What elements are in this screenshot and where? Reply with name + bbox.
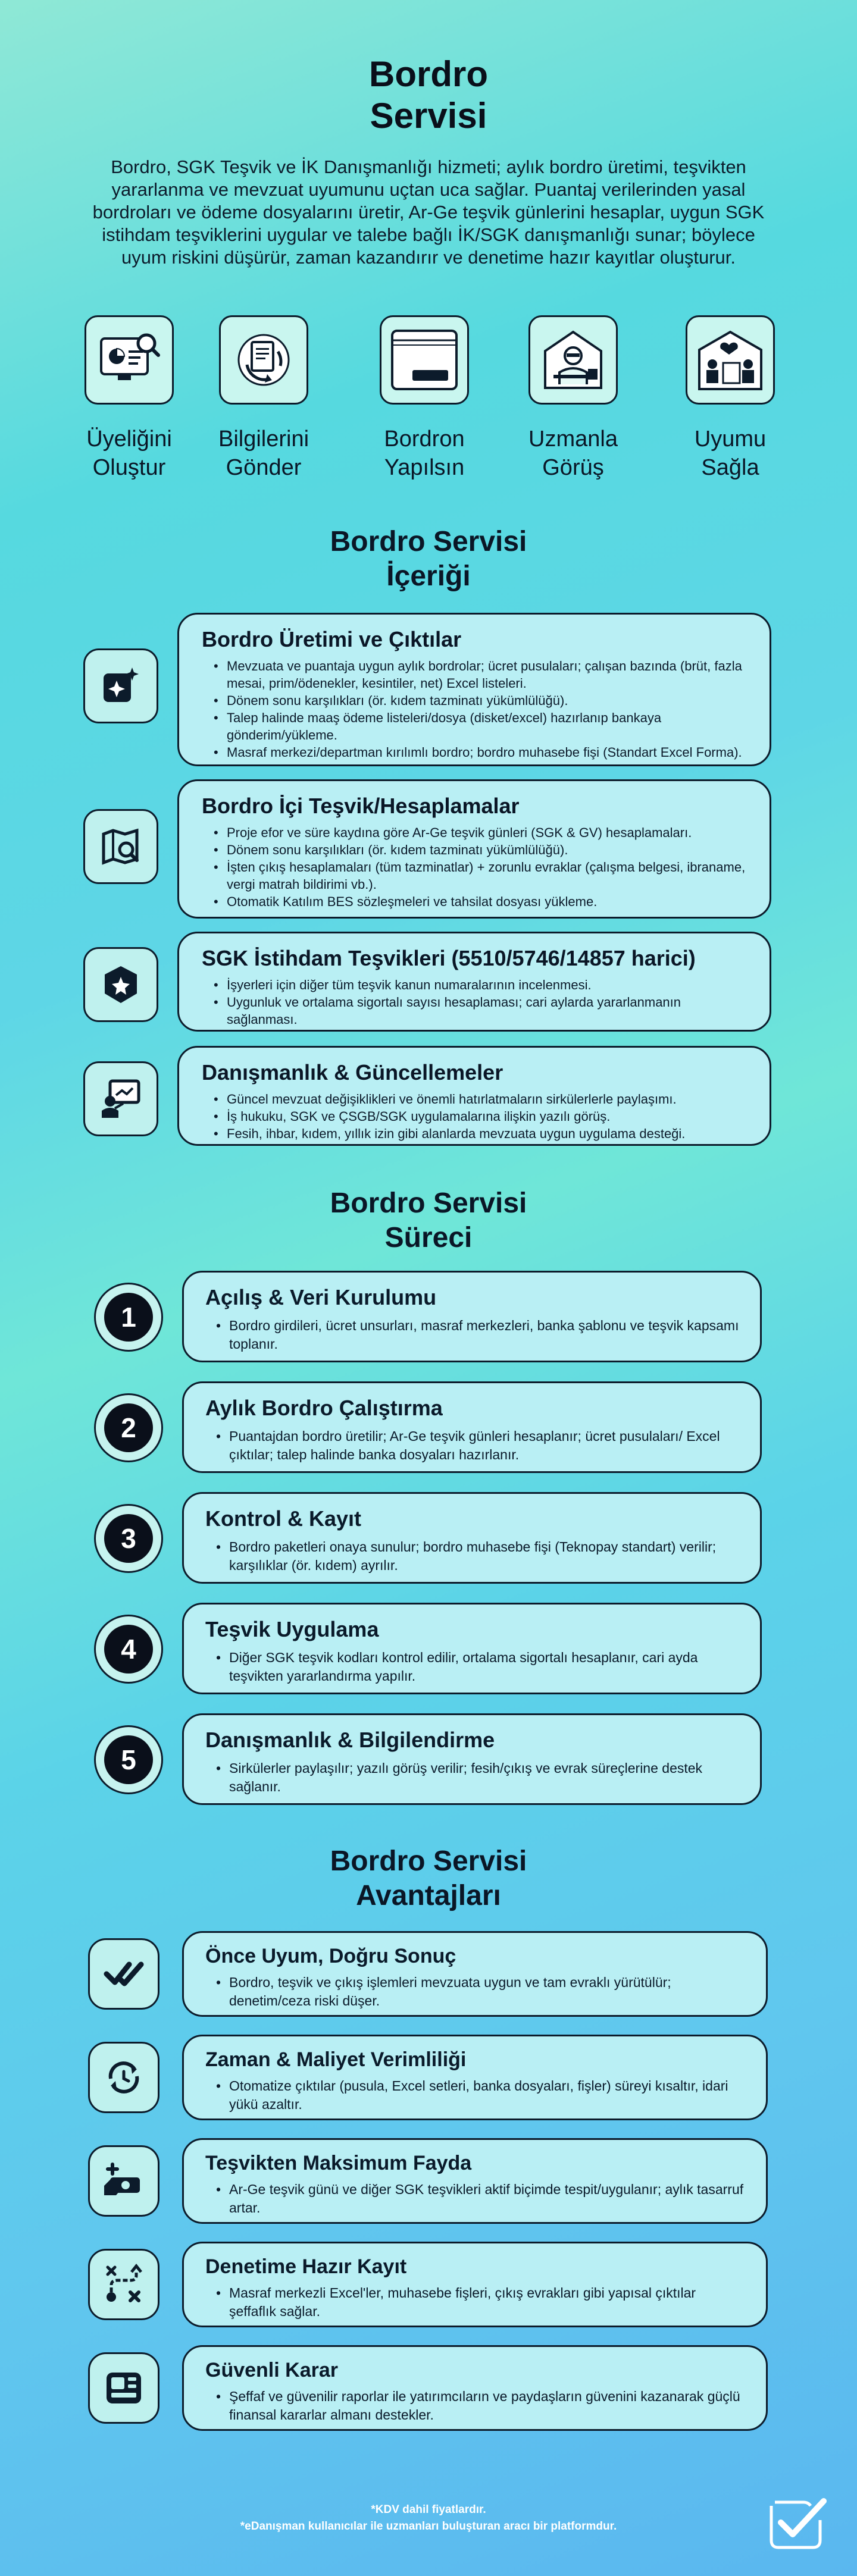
check-logo-icon[interactable] xyxy=(763,2493,828,2552)
list-item: • Bordro paketleri onaya sunulur; bordro muhasebe fişi (Teknopay standart) verilir; karşılıklar (ör. kıdem) ayrılır. xyxy=(216,1538,740,1575)
process-card xyxy=(182,1381,762,1473)
card-title: Bordro Üretimi ve Çıktılar xyxy=(202,627,462,651)
list-item: • Dönem sonu karşılıkları (ör. kıdem tazminatı yükümlülüğü). xyxy=(214,692,749,709)
presenter-icon xyxy=(83,1061,158,1136)
list-item: • İş hukuku, SGK ve ÇSGB/SGK uygulamalarına ilişkin yazılı görüş. xyxy=(214,1108,749,1125)
list-item: • İşyerleri için diğer tüm teşvik kanun numaralarının incelenmesi. xyxy=(214,976,749,994)
card-title: Açılış & Veri Kurulumu xyxy=(205,1285,437,1309)
card-title: Zaman & Maliyet Verimliliği xyxy=(205,2048,467,2071)
step-label: Uzmanla Görüş xyxy=(528,427,618,480)
card-title: Danışmanlık & Güncellemeler xyxy=(202,1060,503,1085)
list-item: • Masraf merkezli Excel'ler, muhasebe fişleri, çıkış evrakları gibi yapısal çıktılar şeffaflık sağlar. xyxy=(216,2284,746,2321)
footer-notes xyxy=(0,2502,857,2535)
page-title-line1: Bordro xyxy=(369,54,488,94)
benefits-section-title: Bordro Servisi Avantajları xyxy=(330,1845,527,1911)
step-number-3: 3 xyxy=(94,1504,163,1573)
list-item: • İşten çıkış hesaplamaları (tüm tazminatlar) + zorunlu evraklar (çalışma belgesi, ibraname, vergi matrah bildirimi vb.). xyxy=(214,858,749,893)
shield-star-icon xyxy=(83,947,158,1022)
list-item: • Sirkülerler paylaşılır; yazılı görüş verilir; fesih/çıkış ve evrak süreçlerine destek sağlanır. xyxy=(216,1759,740,1796)
list-item: • Ar-Ge teşvik günü ve diğer SGK teşvikleri aktif biçimde tespit/uygulanır; aylık tasarruf artar. xyxy=(216,2180,746,2217)
card-title: Denetime Hazır Kayıt xyxy=(205,2255,407,2278)
map-search-icon xyxy=(83,809,158,884)
process-section-title: Bordro Servisi Süreci xyxy=(330,1187,527,1253)
step-label: Bordron Yapılsın xyxy=(384,427,465,480)
list-item: • Dönem sonu karşılıkları (ör. kıdem tazminatı yükümlülüğü). xyxy=(214,841,749,858)
card-title: Kontrol & Kayıt xyxy=(205,1506,362,1531)
report-dashboard-icon xyxy=(88,2352,159,2424)
hero-description: Bordro, SGK Teşvik ve İK Danışmanlığı hizmeti; aylık bordro üretimi, teşvikten yararlanma ve mevzuat uyumunu uçtan uca sağlar. Puantaj verilerinden yasal bordroları ve ödeme dosyalarını üretir, Ar-Ge teşvik günlerini hesaplar, uygun SGK istihdam teşviklerini uygular ve talebe bağlı İK/SGK danışmanlığı sunar; böylece uyum riskini düşürür, zaman kazandırır ve denetime hazır kayıtlar oluşturur. xyxy=(92,156,765,268)
footer-note: *KDV dahil fiyatlardır. xyxy=(371,2503,486,2516)
dashboard-icon xyxy=(85,315,174,405)
steps-row xyxy=(0,315,857,506)
list-item: • Bordro, teşvik ve çıkış işlemleri mevzuata uygun ve tam evraklı yürütülür; denetim/ceza riski düşer. xyxy=(216,1973,746,2010)
step-item-2[interactable] xyxy=(201,315,326,482)
page-title-line2: Servisi xyxy=(370,96,487,136)
benefit-card xyxy=(182,2138,768,2224)
card-title: Teşvik Uygulama xyxy=(205,1617,379,1641)
step-number-1: 1 xyxy=(94,1283,163,1352)
refresh-clock-icon xyxy=(88,2042,159,2113)
list-item: • Talep halinde maaş ödeme listeleri/dosya (disket/excel) hazırlanıp bankaya gönderim/yükleme. xyxy=(214,709,749,744)
benefit-card xyxy=(182,1931,768,2017)
step-item-1[interactable] xyxy=(67,315,192,482)
content-card xyxy=(177,1046,771,1146)
list-item: • Şeffaf ve güvenilir raporlar ile yatırımcıların ve paydaşların güvenini kazanarak güçlü finansal kararlar almanı destekler. xyxy=(216,2387,746,2424)
step-number-5: 5 xyxy=(94,1725,163,1794)
card-title: Güvenli Karar xyxy=(205,2359,338,2381)
step-number-4: 4 xyxy=(94,1615,163,1684)
step-item-4[interactable] xyxy=(511,315,636,482)
content-card xyxy=(177,932,771,1032)
content-section-title: Bordro Servisi İçeriği xyxy=(330,526,527,592)
step-item-3[interactable] xyxy=(362,315,487,482)
benefit-card xyxy=(182,2345,768,2431)
double-check-icon xyxy=(88,1938,159,2010)
list-item: • Proje efor ve süre kaydına göre Ar-Ge teşvik günleri (SGK & GV) hesaplamaları. xyxy=(214,824,749,841)
step-item-5[interactable] xyxy=(668,315,793,482)
list-item: • Mevzuata ve puantaja uygun aylık bordrolar; ücret pusulaları; çalışan bazında (brüt, fazla mesai, prim/ödenekler, kesintiler, net) Excel listeleri. xyxy=(214,657,749,692)
process-card xyxy=(182,1603,762,1694)
card-title: SGK İstihdam Teşvikleri (5510/5746/14857 harici) xyxy=(202,946,696,970)
step-number-2: 2 xyxy=(94,1393,163,1462)
card-title: Aylık Bordro Çalıştırma xyxy=(205,1396,443,1420)
step-label: Bilgilerini Gönder xyxy=(218,427,309,480)
document-sync-icon xyxy=(219,315,308,405)
process-card xyxy=(182,1271,762,1362)
list-item: • Puantajdan bordro üretilir; Ar-Ge teşvik günleri hesaplanır; ücret pusulaları/ Excel çıktılar; talep halinde banka dosyaları hazırlanır. xyxy=(216,1427,740,1464)
footer-note: *eDanışman kullanıcılar ile uzmanları buluşturan aracı bir platformdur. xyxy=(240,2520,617,2533)
content-card xyxy=(177,613,771,766)
list-item: • Bordro girdileri, ücret unsurları, masraf merkezleri, banka şablonu ve teşvik kapsamı toplanır. xyxy=(216,1317,740,1353)
content-card xyxy=(177,779,771,919)
process-card xyxy=(182,1713,762,1805)
benefit-card xyxy=(182,2242,768,2327)
list-item: • Masraf merkezi/departman kırılımlı bordro; bordro muhasebe fişi (Standart Excel Forma). xyxy=(214,744,749,761)
team-heart-icon xyxy=(686,315,775,405)
process-card xyxy=(182,1492,762,1584)
consultant-icon xyxy=(528,315,618,405)
list-item: • Otomatize çıktılar (pusula, Excel setleri, banka dosyaları, fişler) süreyi kısaltır, idari yükü azaltır. xyxy=(216,2077,746,2114)
step-label: Uyumu Sağla xyxy=(694,427,767,480)
card-title: Bordro İçi Teşvik/Hesaplamalar xyxy=(202,794,520,818)
step-label: Üyeliğini Oluştur xyxy=(86,427,172,480)
page-title xyxy=(0,54,857,137)
sparkle-calendar-icon xyxy=(83,648,158,723)
list-item: • Otomatik Katılım BES sözleşmeleri ve tahsilat dosyası yükleme. xyxy=(214,893,749,910)
route-icon xyxy=(88,2249,159,2320)
list-item: • Uygunluk ve ortalama sigortalı sayısı hesaplaması; cari aylarda yararlanmanın sağlanması. xyxy=(214,994,749,1028)
card-title: Danışmanlık & Bilgilendirme xyxy=(205,1728,495,1752)
cash-plus-icon xyxy=(88,2145,159,2217)
list-item: • Güncel mevzuat değişiklikleri ve önemli hatırlatmaların sirkülerlerle paylaşımı. xyxy=(214,1090,749,1108)
card-title: Teşvikten Maksimum Fayda xyxy=(205,2152,472,2174)
card-title: Önce Uyum, Doğru Sonuç xyxy=(205,1945,456,1967)
list-item: • Fesih, ihbar, kıdem, yıllık izin gibi alanlarda mevzuata uygun uygulama desteği. xyxy=(214,1125,749,1142)
benefit-card xyxy=(182,2035,768,2120)
window-icon xyxy=(380,315,469,405)
list-item: • Diğer SGK teşvik kodları kontrol edilir, ortalama sigortalı hesaplanır, cari ayda teşvikten yararlandırma yapılır. xyxy=(216,1649,740,1685)
